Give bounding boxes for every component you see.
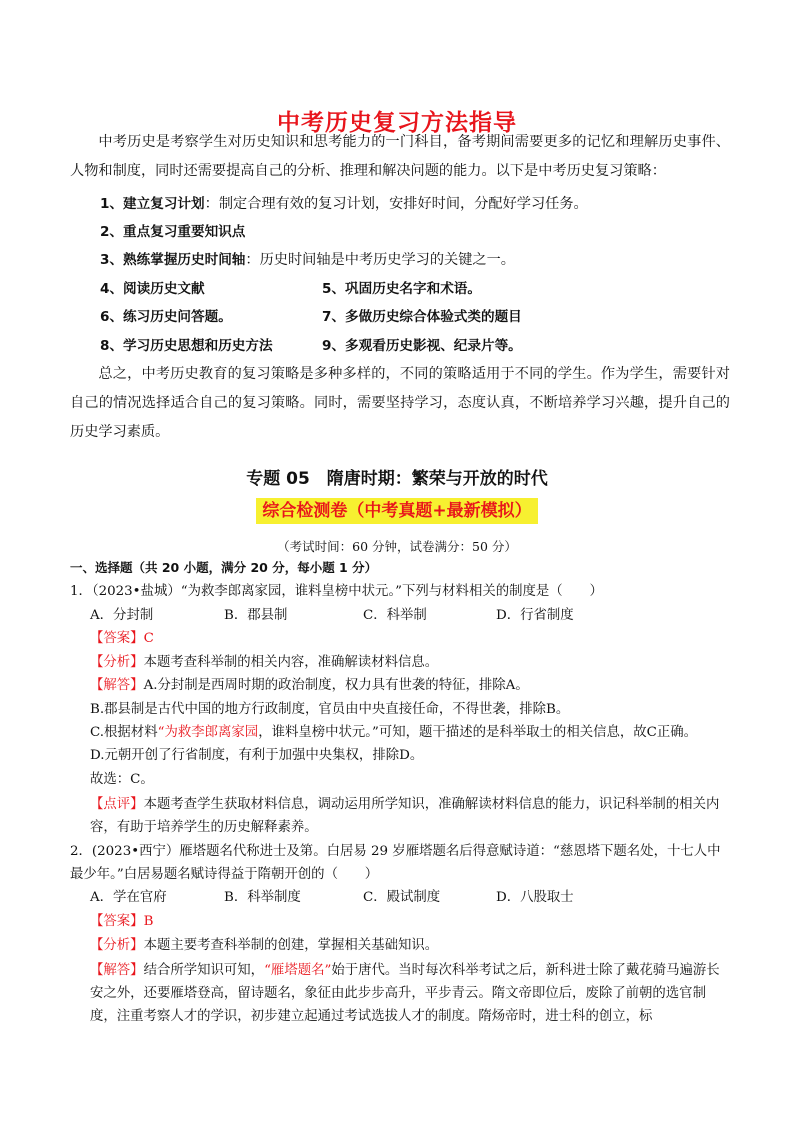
- q2-option-b: B．科举制度: [224, 890, 301, 905]
- answer-value: C: [143, 631, 154, 646]
- strategy-2: [100, 222, 245, 242]
- analysis-tag: 【分析】: [90, 938, 144, 953]
- comment-tag: 【点评】: [90, 797, 144, 812]
- strategy-5-label: 5、巩固历史名字和术语。: [322, 281, 481, 297]
- q1-option-a: A．分封制: [90, 608, 154, 623]
- intro-paragraph: 中考历史是考察学生对历史知识和思考能力的一门科目，备考期间需要更多的记忆和理解历史事件、人物和制度，同时还需要提高自己的分析、推理和解决问题的能力。以下是中考历史复习策略：: [70, 134, 730, 179]
- strategy-8-label: 8、学习历史思想和历史方法: [100, 338, 273, 354]
- q2-stem: 2．(2023•西宁）雁塔题名代称进士及第。白居易 29 岁雁塔题名后得意赋诗道：“慈恩塔下题名处，十七人中最少年。”白居易题名赋诗得益于隋朝开创的（ ）: [70, 844, 721, 882]
- strategy-6-label: 6、练习历史问答题。: [100, 309, 232, 325]
- q2-option-c: C．殿试制度: [363, 890, 441, 905]
- solution-c-post: ，谁料皇榜中状元。”可知，题干描述的是科举取士的相关信息，故C正确。: [258, 725, 698, 740]
- analysis-text: 本题主要考查科举制的创建，掌握相关基础知识。: [143, 938, 439, 953]
- strategy-9-label: 9、多观看历史影视、纪录片等。: [322, 338, 522, 354]
- topic-title: 专题 05 隋唐时期：繁荣与开放的时代: [246, 469, 548, 489]
- answer-tag: 【答案】: [90, 631, 144, 646]
- solution-tag: 【解答】: [90, 678, 144, 693]
- strategy-7-label: 7、多做历史综合体验式类的题目: [322, 309, 522, 325]
- strategy-1-text: ：制定合理有效的复习计划，安排好时间，分配好学习任务。: [204, 196, 588, 212]
- q1-option-d: D．行省制度: [496, 608, 574, 623]
- strategy-1-label: 1、建立复习计划: [100, 196, 205, 212]
- solution-post: 始于唐代。当时每次科举考试之后，新科进士除了戴花骑马遍游长安之外，还要雁塔登高，留诗题名，象征由此步步高升，平步青云。隋文帝即位后，废除了前朝的选官制度，注重考察人才的学识，初步建立起通过考试选拔人才的制度。隋炀帝时，进士科的创立，标: [90, 963, 720, 1024]
- q1-option-b: B．郡县制: [224, 608, 288, 623]
- q1-option-c: C．科举制: [363, 608, 427, 623]
- solution-c-pre: C.根据材料: [90, 725, 158, 740]
- strategy-2-label: 2、重点复习重要知识点: [100, 224, 246, 240]
- q1-solution-b: B.郡县制是古代中国的地方行政制度，官员由中央直接任命，不得世袭，排除B。: [90, 702, 570, 717]
- q2-option-d: D．八股取士: [496, 890, 574, 905]
- solution-text: A.分封制是西周时期的政治制度，权力具有世袭的特征，排除A。: [143, 678, 529, 693]
- q1-choose: 故选：C。: [90, 772, 154, 787]
- solution-tag: 【解答】: [90, 963, 144, 978]
- q1-stem: 1．（2023•盐城）“为救李郎离家园，谁料皇榜中状元。”下列与材料相关的制度是（ ）: [70, 584, 603, 599]
- q2-answer: [90, 912, 730, 932]
- comment-text: 本题考查学生获取材料信息，调动运用所学知识，准确解读材料信息的能力，识记科举制的相关内容，有助于培养学生的历史解释素养。: [90, 797, 720, 835]
- summary-paragraph: 总之，中考历史教育的复习策略是多种多样的，不同的策略适用于不同的学生。作为学生，需要针对自己的情况选择适合自己的复习策略。同时，需要坚持学习，态度认真，不断培养学习兴趣，提升自己的历史学习素质。: [70, 366, 730, 440]
- q1-analysis: [90, 653, 730, 673]
- exam-info: （考试时间：60 分钟，试卷满分：50 分）: [277, 539, 517, 554]
- strategy-3: [100, 250, 515, 270]
- q2-analysis: [90, 936, 730, 956]
- q1-solution-d: D.元朝开创了行省制度，有利于加强中央集权，排除D。: [90, 748, 424, 763]
- section-heading: 一、选择题（共 20 小题，满分 20 分，每小题 1 分）: [70, 560, 378, 575]
- page-title: 中考历史复习方法指导: [277, 110, 517, 136]
- subtitle-wrapper: [0, 498, 794, 524]
- solution-quote: “雁塔题名”: [264, 963, 332, 978]
- strategy-5: [322, 279, 481, 299]
- q2-option-a: A．学在官府: [90, 890, 167, 905]
- solution-pre: 结合所学知识可知，: [143, 963, 265, 978]
- strategy-3-label: 3、熟练掌握历史时间轴: [100, 252, 246, 268]
- strategy-3-text: ：历史时间轴是中考历史学习的关键之一。: [245, 252, 515, 268]
- strategy-8: [100, 336, 273, 356]
- strategy-6: [100, 307, 232, 327]
- strategy-4-label: 4、阅读历史文献: [100, 281, 205, 297]
- q1-answer: [90, 629, 730, 649]
- q2-solution: [90, 959, 730, 1028]
- q1-comment: [90, 793, 730, 839]
- strategy-7: [322, 307, 522, 327]
- strategy-1: [100, 194, 588, 214]
- strategy-9: [322, 336, 522, 356]
- test-subtitle: 综合检测卷（中考真题+最新模拟）: [256, 498, 537, 524]
- analysis-tag: 【分析】: [90, 655, 144, 670]
- answer-tag: 【答案】: [90, 914, 144, 929]
- strategy-4: [100, 279, 205, 299]
- q1-solution-c: [90, 723, 730, 743]
- answer-value: B: [143, 914, 154, 929]
- solution-c-quote: “为救李郎离家园: [157, 725, 259, 740]
- analysis-text: 本题考查科举制的相关内容，准确解读材料信息。: [143, 655, 439, 670]
- q1-solution-a: [90, 676, 730, 696]
